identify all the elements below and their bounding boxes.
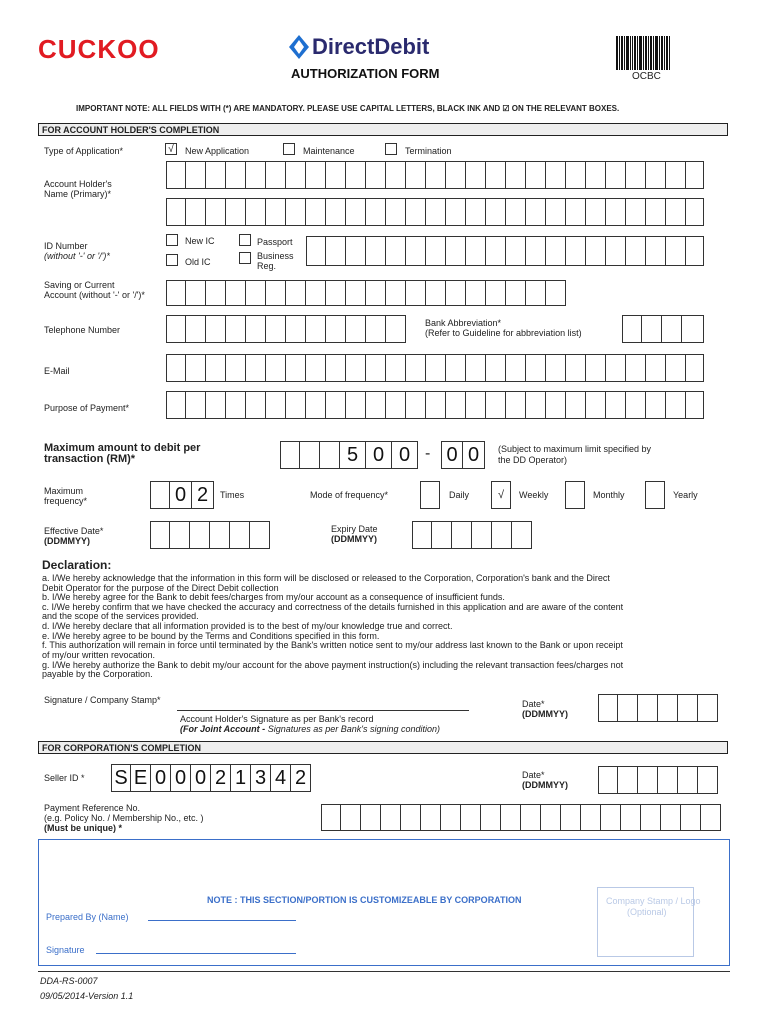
seller-id-char: 0 bbox=[151, 764, 171, 792]
declaration-line: e. I/We hereby agree to be bound by the Terms and Conditions specified in this form. bbox=[42, 631, 380, 641]
corp-date-format: (DDMMYY) bbox=[522, 780, 568, 790]
purpose-label: Purpose of Payment* bbox=[44, 403, 130, 413]
amount-digit: 0 bbox=[441, 441, 463, 469]
id-number-label-2: (without '-' or '/')* bbox=[44, 251, 110, 261]
effective-date-input[interactable] bbox=[150, 521, 270, 549]
brand-logo: CUCKOO bbox=[38, 34, 160, 64]
max-amount-ringgit-input[interactable] bbox=[280, 441, 418, 469]
yearly-checkbox[interactable] bbox=[645, 481, 665, 509]
declaration-title: Declaration: bbox=[42, 558, 112, 572]
custom-note: NOTE : THIS SECTION/PORTION IS CUSTOMIZEABLE BY CORPORATION bbox=[207, 895, 522, 905]
company-stamp-label-2: (Optional) bbox=[627, 907, 667, 917]
bank-abbreviation-label-2: (Refer to Guideline for abbreviation list) bbox=[425, 328, 582, 338]
email-input[interactable] bbox=[166, 354, 704, 382]
important-note: IMPORTANT NOTE: ALL FIELDS WITH (*) ARE MANDATORY. PLEASE USE CAPITAL LETTERS, BLACK INK AND ☑ ON THE RELEVANT BOXES. bbox=[76, 104, 620, 113]
seller-id-label: Seller ID * bbox=[44, 773, 85, 783]
amount-digit: 0 bbox=[366, 441, 392, 469]
declaration-line: b. I/We hereby agree for the Bank to debit fees/charges from my/our account as a consequence of insufficient funds. bbox=[42, 592, 505, 602]
id-number-label-1: ID Number bbox=[44, 241, 88, 251]
telephone-input[interactable] bbox=[166, 315, 406, 343]
seller-id-char: 1 bbox=[231, 764, 251, 792]
seller-id-char: 0 bbox=[171, 764, 191, 792]
max-frequency-label-2: frequency* bbox=[44, 496, 88, 506]
barcode bbox=[616, 36, 670, 70]
account-number-label-2: Account (without '-' or '/')* bbox=[44, 290, 145, 300]
max-frequency-label-1: Maximum bbox=[44, 486, 84, 496]
passport-label: Passport bbox=[257, 237, 293, 247]
declaration-line: Debit Operator for the purpose of the Direct Debit collection bbox=[42, 583, 279, 593]
business-reg-checkbox[interactable] bbox=[239, 252, 251, 264]
expiry-date-input[interactable] bbox=[412, 521, 532, 549]
max-frequency-input[interactable] bbox=[150, 481, 214, 509]
prepared-by-line[interactable] bbox=[148, 920, 296, 921]
directdebit-title: DirectDebit bbox=[312, 34, 430, 59]
declaration-line: c. I/We hereby confirm that we have checked the accuracy and correctness of the details furnished in this application and are aware of the content bbox=[42, 602, 624, 612]
signature-label: Signature / Company Stamp* bbox=[44, 695, 161, 705]
bank-abbreviation-input[interactable] bbox=[622, 315, 704, 343]
declaration-line: and the scope of the services provided. bbox=[42, 611, 199, 621]
account-holder-name-label-2: Name (Primary)* bbox=[44, 189, 112, 199]
account-number-input[interactable] bbox=[166, 280, 566, 306]
maintenance-label: Maintenance bbox=[303, 146, 355, 156]
max-amount-sen-input[interactable] bbox=[441, 441, 485, 469]
prepared-by-label: Prepared By (Name) bbox=[46, 912, 129, 922]
signature-date-input[interactable] bbox=[598, 694, 718, 722]
amount-separator: - bbox=[425, 445, 431, 462]
new-application-label: New Application bbox=[185, 146, 250, 156]
footer-version: 09/05/2014-Version 1.1 bbox=[40, 991, 134, 1001]
bank-abbreviation-label-1: Bank Abbreviation* bbox=[425, 318, 502, 328]
new-application-checkbox[interactable]: √ bbox=[165, 143, 177, 155]
section-account-holder: FOR ACCOUNT HOLDER'S COMPLETION bbox=[38, 123, 728, 136]
form-title: AUTHORIZATION FORM bbox=[291, 66, 440, 81]
payment-ref-label-1: Payment Reference No. bbox=[44, 803, 141, 813]
seller-id-char: S bbox=[111, 764, 131, 792]
weekly-label: Weekly bbox=[519, 490, 549, 500]
seller-id-char: 0 bbox=[191, 764, 211, 792]
daily-label: Daily bbox=[449, 490, 470, 500]
amount-digit bbox=[280, 441, 300, 469]
amount-note-1: (Subject to maximum limit specified by bbox=[498, 444, 652, 454]
barcode-label: OCBC bbox=[632, 71, 661, 82]
seller-id-char: 3 bbox=[251, 764, 271, 792]
declaration-line: d. I/We hereby declare that all information provided is to the best of my/our knowledge true and correct. bbox=[42, 621, 453, 631]
signature-caption-1: Account Holder's Signature as per Bank's record bbox=[180, 714, 374, 724]
payment-ref-label-2: (e.g. Policy No. / Membership No., etc. ) bbox=[44, 813, 204, 823]
old-ic-checkbox[interactable] bbox=[166, 254, 178, 266]
seller-id-char: E bbox=[131, 764, 151, 792]
mode-of-frequency-label: Mode of frequency* bbox=[310, 490, 389, 500]
footer-divider bbox=[38, 971, 730, 972]
times-label: Times bbox=[220, 490, 245, 500]
monthly-label: Monthly bbox=[593, 490, 625, 500]
seller-id-char: 4 bbox=[271, 764, 291, 792]
type-of-application-label: Type of Application* bbox=[44, 146, 124, 156]
declaration-line: payable by the Corporation. bbox=[42, 669, 153, 679]
reg-label: Reg. bbox=[257, 261, 277, 271]
payment-ref-input[interactable] bbox=[321, 804, 721, 831]
expiry-date-label: Expiry Date bbox=[331, 524, 378, 534]
expiry-date-format: (DDMMYY) bbox=[331, 534, 377, 544]
amount-digit bbox=[300, 441, 320, 469]
maintenance-checkbox[interactable] bbox=[283, 143, 295, 155]
new-ic-label: New IC bbox=[185, 236, 215, 246]
account-holder-name-line-1[interactable] bbox=[166, 161, 704, 189]
signature-date-label: Date* bbox=[522, 699, 545, 709]
corp-signature-label: Signature bbox=[46, 945, 85, 955]
max-amount-label-2: transaction (RM)* bbox=[44, 453, 136, 465]
daily-checkbox[interactable] bbox=[420, 481, 440, 509]
old-ic-label: Old IC bbox=[185, 257, 211, 267]
declaration-line: f. This authorization will remain in force until terminated by the Bank's written notice sent to my/our address last known to the Bank or upon receipt bbox=[42, 640, 623, 650]
company-stamp-label-1: Company Stamp / Logo bbox=[606, 896, 701, 906]
seller-id-input[interactable] bbox=[111, 764, 311, 792]
corp-signature-line[interactable] bbox=[96, 953, 296, 954]
weekly-checkbox[interactable]: √ bbox=[491, 481, 511, 509]
telephone-label: Telephone Number bbox=[44, 325, 121, 335]
id-number-input[interactable] bbox=[306, 236, 704, 266]
effective-date-format: (DDMMYY) bbox=[44, 536, 90, 546]
declaration-line: g. I/We hereby authorize the Bank to debit my/our account for the above payment instruction(s) including the relevant transaction fees/charges not bbox=[42, 660, 624, 670]
amount-digit: 0 bbox=[463, 441, 485, 469]
max-amount-label-1: Maximum amount to debit per bbox=[44, 442, 201, 454]
termination-checkbox[interactable] bbox=[385, 143, 397, 155]
yearly-label: Yearly bbox=[673, 490, 698, 500]
passport-checkbox[interactable] bbox=[239, 234, 251, 246]
declaration-line: a. I/We hereby acknowledge that the information in this form will be disclosed or released to the Corporation, Corporation's bank and the Direct bbox=[42, 573, 610, 583]
footer-code: DDA-RS-0007 bbox=[40, 976, 98, 986]
signature-date-format: (DDMMYY) bbox=[522, 709, 568, 719]
amount-digit: 5 bbox=[340, 441, 366, 469]
seller-id-char: 2 bbox=[291, 764, 311, 792]
corp-date-label: Date* bbox=[522, 770, 545, 780]
business-label: Business bbox=[257, 251, 294, 261]
seller-id-char: 2 bbox=[211, 764, 231, 792]
account-holder-name-line-2[interactable] bbox=[166, 198, 704, 226]
account-number-label-1: Saving or Current bbox=[44, 280, 115, 290]
declaration-line: of my/our written revocation. bbox=[42, 650, 156, 660]
new-ic-checkbox[interactable] bbox=[166, 234, 178, 246]
monthly-checkbox[interactable] bbox=[565, 481, 585, 509]
termination-label: Termination bbox=[405, 146, 452, 156]
tick-box-icon: ☑ bbox=[502, 104, 510, 113]
amount-digit bbox=[320, 441, 340, 469]
frequency-digit: 0 bbox=[170, 481, 192, 509]
payment-ref-label-3: (Must be unique) * bbox=[44, 823, 122, 833]
purpose-input[interactable] bbox=[166, 391, 704, 419]
account-holder-name-label-1: Account Holder's bbox=[44, 179, 112, 189]
frequency-digit: 2 bbox=[192, 481, 214, 509]
amount-note-2: the DD Operator) bbox=[498, 455, 568, 465]
amount-digit: 0 bbox=[392, 441, 418, 469]
signature-caption-2: (For Joint Account - Signatures as per Bank's signing condition) bbox=[180, 724, 441, 734]
effective-date-label: Effective Date* bbox=[44, 526, 104, 536]
corp-date-input[interactable] bbox=[598, 766, 718, 794]
directdebit-logo-icon bbox=[288, 34, 310, 60]
signature-line[interactable] bbox=[177, 710, 469, 711]
section-corporation: FOR CORPORATION'S COMPLETION bbox=[38, 741, 728, 754]
email-label: E-Mail bbox=[44, 366, 70, 376]
